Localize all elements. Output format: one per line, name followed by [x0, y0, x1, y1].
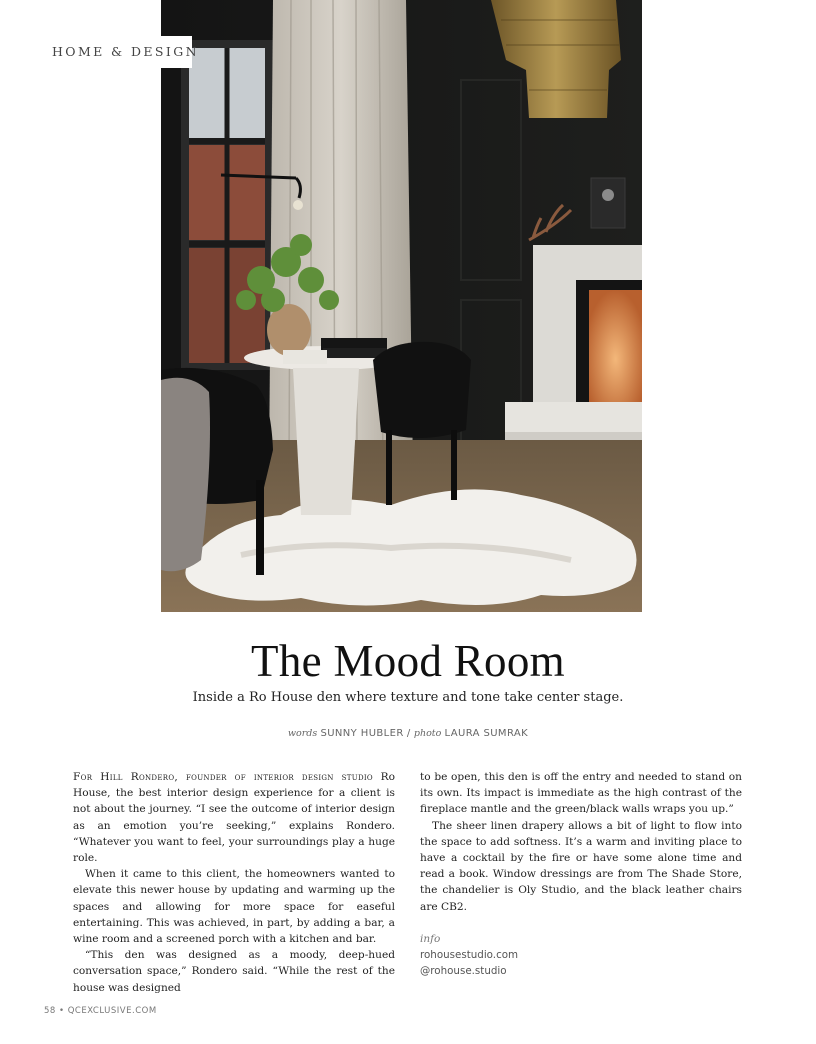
paragraph-1-text: Ro House, the best interior design experience for a client is not about the journey. “I see the outcome of interior design as an emotion you’re seeking,” explains Rondero. “Whatever you want to feel, your surroundings play a huge role. — [73, 771, 395, 865]
article-column-right — [420, 769, 742, 979]
page-folio: 58 • QCEXCLUSIVE.COM — [44, 1006, 157, 1016]
lead-in: For Hill Rondero, founder of interior design studio — [73, 771, 373, 783]
info-label: info — [420, 932, 441, 945]
info-social-handle[interactable]: @rohouse.studio — [420, 965, 507, 978]
article-column-left — [73, 769, 395, 996]
words-label: words — [287, 728, 318, 739]
article-subtitle: Inside a Ro House den where texture and tone take center stage. — [192, 690, 624, 705]
article-paragraph-5: The sheer linen drapery allows a bit of light to flow into the space to add softness. It’s a warm and inviting place to have a cocktail by the fire or have some alone time and read a book. Window dressings are from The Shade Store, the chandelier is Oly Studio, and the black leather chairs are CB2. — [420, 819, 742, 913]
credit-separator: / — [406, 728, 411, 739]
info-website-link[interactable]: rohousestudio.com — [420, 949, 519, 962]
article-credits — [0, 728, 816, 739]
interior-photo-icon — [161, 0, 642, 612]
writer-name: SUNNY HUBLER — [320, 728, 404, 739]
photographer-name: LAURA SUMRAK — [444, 728, 529, 739]
article-title: The Mood Room — [251, 636, 565, 686]
section-tag: HOME & DESIGN — [44, 36, 192, 68]
article-paragraph-3: “This den was designed as a moody, deep-hued conversation space,” Rondero said. “While the rest of the house was designed — [73, 949, 395, 994]
article-paragraph-2: When it came to this client, the homeowners wanted to elevate this newer house by updating and warming up the spaces and allowing for more space for easeful entertaining. This was achieved, in part, by adding a bar, a wine room and a screened porch with a kitchen and bar. — [73, 868, 395, 946]
article-paragraph-4: to be open, this den is off the entry and needed to stand on its own. Its impact is immediate as the high contrast of the fireplace mantle and the green/black walls wraps you up.” — [420, 771, 742, 816]
article-paragraph-1 — [73, 769, 395, 866]
interior-photo — [161, 0, 642, 612]
photo-label: photo — [413, 728, 442, 739]
